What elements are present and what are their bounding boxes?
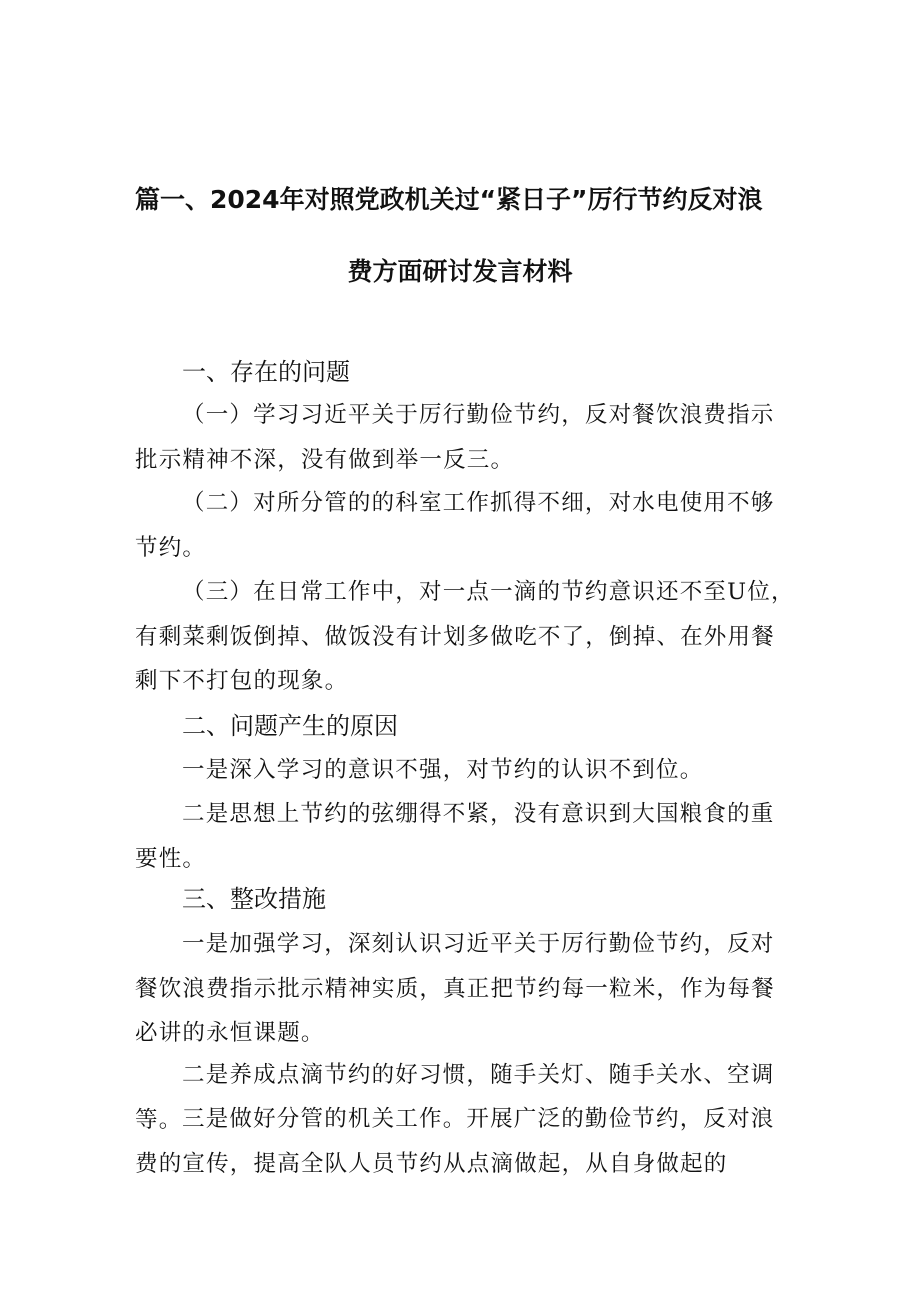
section-heading-problems: 一、存在的问题	[182, 358, 350, 386]
paragraph-problem-2: （二）对所分管的的科室工作抓得不细，对水电使用不够节约。	[135, 490, 775, 561]
document-title-line-2: 费方面研讨发言材料	[347, 257, 573, 286]
paragraph-cause-2: 二是思想上节约的弦绷得不紧，没有意识到大国粮食的重要性。	[135, 801, 775, 872]
section-heading-measures: 三、整改措施	[182, 885, 326, 913]
paragraph-measure-3: 三是做好分管的机关工作。开展广泛的勤俭节约，反对浪费的宣传，提高全队人员节约从点滴做起，从自身做起的	[135, 1106, 775, 1177]
paragraph-problem-3: （三）在日常工作中，对一点一滴的节约意识还不至U位，有剩菜剩饭倒掉、做饭没有计划多做吃不了，倒掉、在外用餐剩下不打包的现象。	[135, 579, 795, 694]
paragraph-cause-1: 一是深入学习的意识不强，对节约的认识不到位。	[182, 757, 704, 783]
document-title-line-1: 篇一、2024年对照党政机关过“紧日子”厉行节约反对浪	[135, 185, 763, 214]
section-heading-causes: 二、问题产生的原因	[182, 712, 398, 740]
paragraph-measure-2: 二是养成点滴节约的好习惯，随手关灯、随手关水、空调等。	[135, 1062, 775, 1133]
paragraph-problem-1: （一）学习习近平关于厉行勤俭节约，反对餐饮浪费指示批示精神不深，没有做到举一反三。	[135, 402, 775, 473]
paragraph-measure-1: 一是加强学习，深刻认识习近平关于厉行勤俭节约，反对餐饮浪费指示批示精神实质，真正把节约每一粒米，作为每餐必讲的永恒课题。	[135, 931, 775, 1046]
